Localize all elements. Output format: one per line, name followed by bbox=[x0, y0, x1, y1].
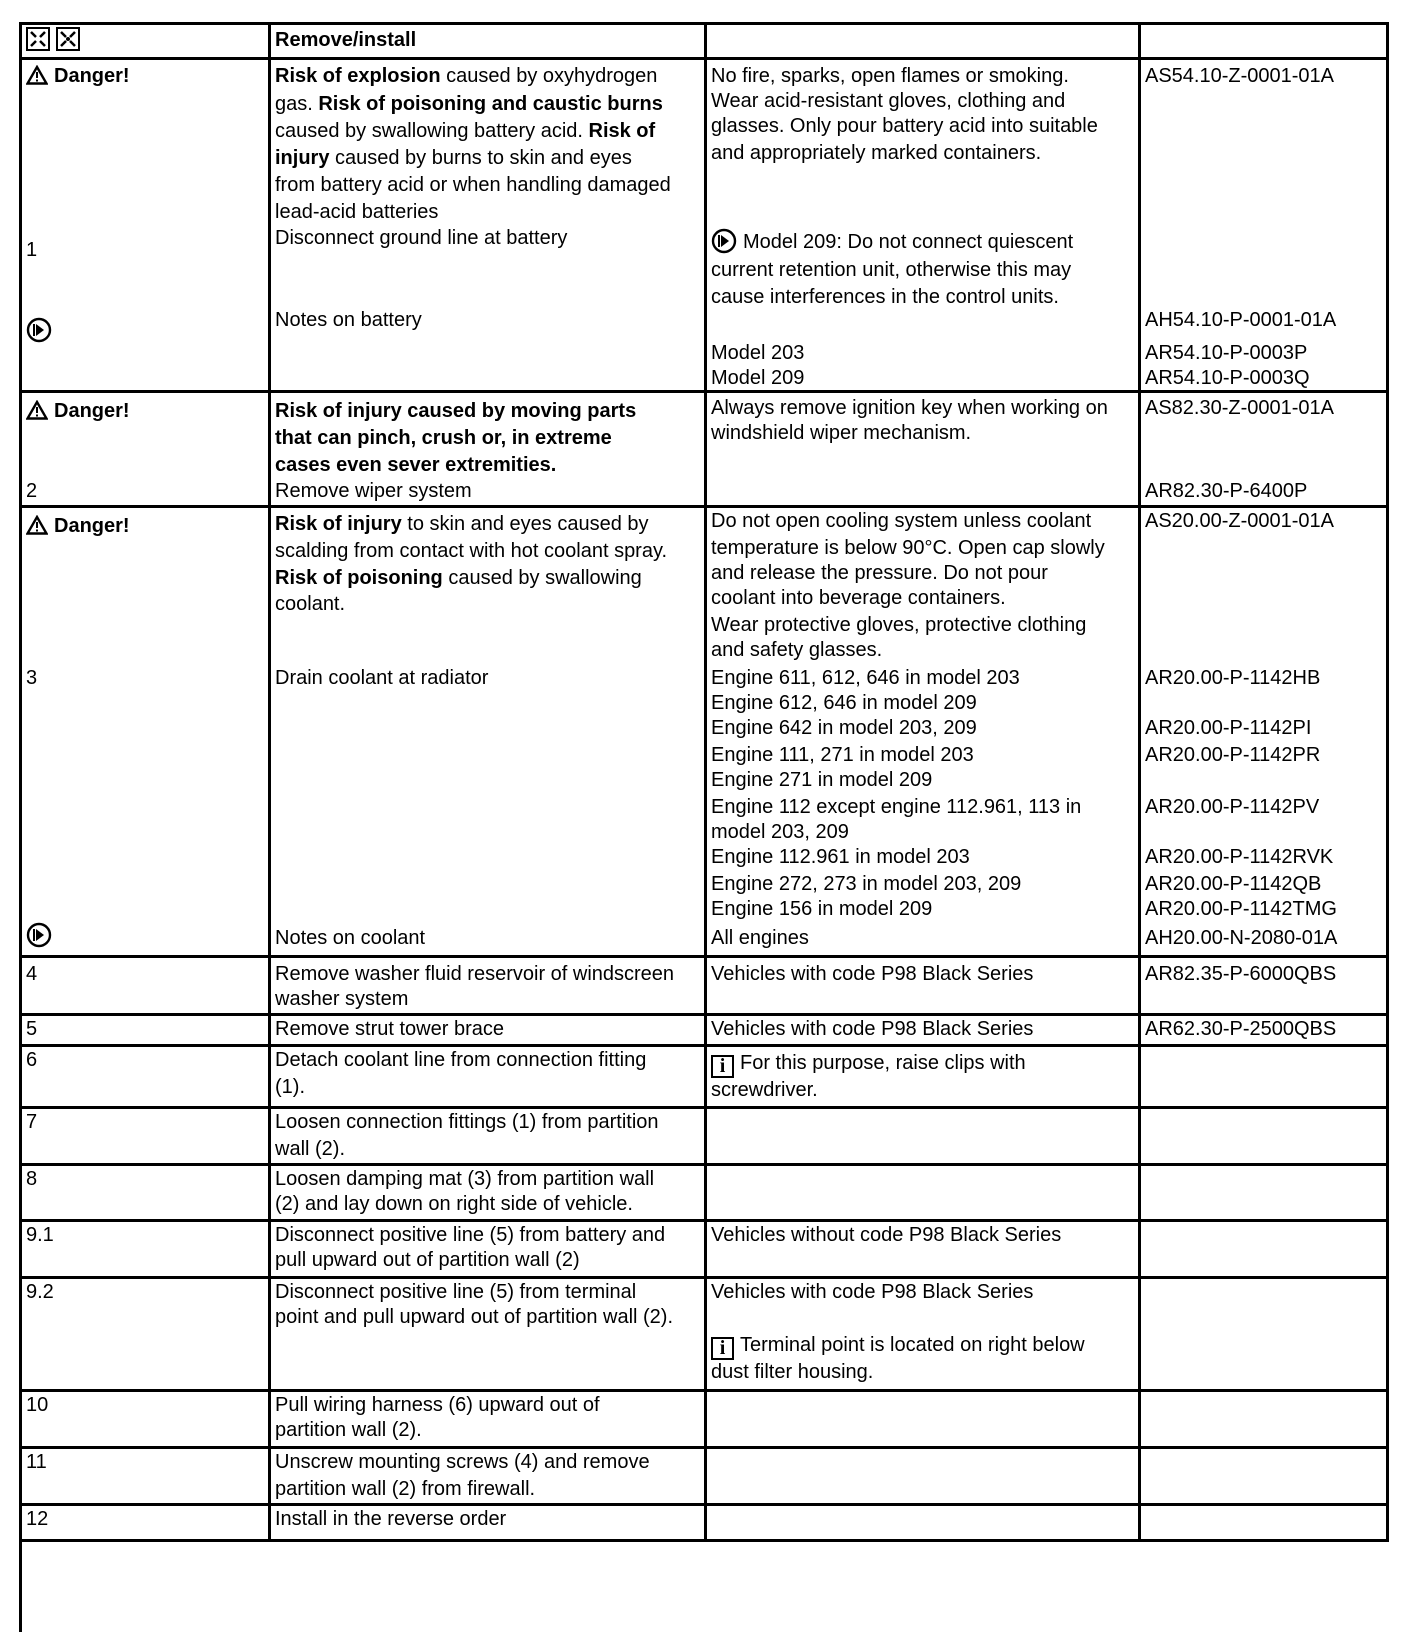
warning-triangle-icon bbox=[26, 400, 48, 420]
step-text: Disconnect ground line at battery bbox=[275, 227, 568, 249]
step-text: Detach coolant line from connection fitting bbox=[275, 1049, 647, 1071]
document-reference: AR20.00-P-1142PI bbox=[1145, 717, 1312, 739]
remove-icon bbox=[26, 27, 50, 51]
step-number: 12 bbox=[26, 1508, 49, 1530]
step-number: 9.1 bbox=[26, 1224, 54, 1246]
document-reference: AS20.00-Z-0001-01A bbox=[1145, 510, 1335, 532]
precaution-line: No fire, sparks, open flames or smoking. bbox=[711, 65, 1069, 87]
notes-label: Notes on coolant bbox=[275, 927, 426, 949]
step-row bbox=[22, 1222, 1389, 1279]
step-row bbox=[22, 1047, 1389, 1109]
step-number: 9.2 bbox=[26, 1281, 54, 1303]
risk-line: lead-acid batteries bbox=[275, 201, 439, 223]
step-row bbox=[22, 1506, 1389, 1542]
step-row bbox=[22, 958, 1389, 1016]
step-text: Remove washer fluid reservoir of windscreen bbox=[275, 963, 675, 985]
document-reference: AR20.00-P-1142QB bbox=[1145, 873, 1322, 895]
step-text: Pull wiring harness (6) upward out of bbox=[275, 1394, 600, 1416]
danger-label: Danger! bbox=[26, 63, 130, 90]
notes-marker bbox=[26, 922, 58, 950]
step-note-line: Model 209: Do not connect quiescent bbox=[711, 228, 1073, 256]
document-reference: AH54.10-P-0001-01A bbox=[1145, 309, 1337, 331]
step-text: partition wall (2). bbox=[275, 1419, 422, 1441]
step-text: Unscrew mounting screws (4) and remove bbox=[275, 1451, 650, 1473]
engine-line: Engine 112.961 in model 203 bbox=[711, 846, 970, 868]
notes-label: Notes on battery bbox=[275, 309, 422, 331]
step-text: Loosen damping mat (3) from partition wall bbox=[275, 1168, 655, 1190]
step-text: (2) and lay down on right side of vehicle. bbox=[275, 1193, 633, 1215]
header-icons-cell bbox=[22, 25, 271, 57]
precaution-line: coolant into beverage containers. bbox=[711, 587, 1006, 609]
step-number: 8 bbox=[26, 1168, 38, 1190]
precaution-line: glasses. Only pour battery acid into suitable bbox=[711, 115, 1098, 137]
document-reference: AR20.00-P-1142TMG bbox=[1145, 898, 1337, 920]
step-text: Disconnect positive line (5) from terminal bbox=[275, 1281, 637, 1303]
battery-section bbox=[22, 60, 1389, 393]
document-reference: AH20.00-N-2080-01A bbox=[1145, 927, 1338, 949]
engine-line: Engine 111, 271 in model 203 bbox=[711, 744, 974, 766]
precaution-line: Do not open cooling system unless coolant bbox=[711, 510, 1092, 532]
risk-line: Risk of explosion caused by oxyhydrogen bbox=[275, 65, 658, 87]
step-condition: Vehicles with code P98 Black Series bbox=[711, 1018, 1034, 1040]
step-row bbox=[22, 1109, 1389, 1166]
document-reference: AR20.00-P-1142PV bbox=[1145, 796, 1320, 818]
precaution-line: temperature is below 90°C. Open cap slowly bbox=[711, 537, 1105, 559]
engine-line: Engine 642 in model 203, 209 bbox=[711, 717, 977, 739]
document-reference: AR20.00-P-1142PR bbox=[1145, 744, 1321, 766]
info-line: dust filter housing. bbox=[711, 1361, 874, 1383]
warning-triangle-icon bbox=[26, 515, 48, 535]
precaution-line: Always remove ignition key when working on bbox=[711, 397, 1108, 419]
notes-scope: All engines bbox=[711, 927, 809, 949]
notes-marker bbox=[26, 317, 58, 345]
step-number: 4 bbox=[26, 963, 38, 985]
model-label: Model 209 bbox=[711, 367, 805, 389]
risk-line: from battery acid or when handling damaged bbox=[275, 174, 671, 196]
model-label: Model 203 bbox=[711, 342, 805, 364]
step-text: washer system bbox=[275, 988, 409, 1010]
risk-line: injury caused by burns to skin and eyes bbox=[275, 147, 632, 169]
step-number: 1 bbox=[26, 239, 38, 261]
document-reference: AR82.30-P-6400P bbox=[1145, 480, 1308, 502]
step-text: point and pull upward out of partition wall (2). bbox=[275, 1306, 674, 1328]
step-condition: Vehicles with code P98 Black Series bbox=[711, 963, 1034, 985]
note-arrow-icon bbox=[26, 317, 52, 343]
precaution-line: and safety glasses. bbox=[711, 639, 883, 661]
info-line: i Terminal point is located on right below bbox=[711, 1332, 1085, 1360]
warning-triangle-icon bbox=[26, 65, 48, 85]
risk-line: Risk of injury caused by moving parts bbox=[275, 400, 637, 422]
note-arrow-icon bbox=[711, 228, 737, 254]
precaution-line: Wear acid-resistant gloves, clothing and bbox=[711, 90, 1066, 112]
danger-label: Danger! bbox=[26, 398, 130, 425]
step-note-line: cause interferences in the control units. bbox=[711, 286, 1059, 308]
risk-line: Risk of injury to skin and eyes caused by bbox=[275, 513, 649, 535]
step-number: 6 bbox=[26, 1049, 38, 1071]
document-reference: AS54.10-Z-0001-01A bbox=[1145, 65, 1335, 87]
risk-line: cases even sever extremities. bbox=[275, 454, 557, 476]
risk-line: coolant. bbox=[275, 593, 346, 615]
risk-line: caused by swallowing battery acid. Risk of bbox=[275, 120, 656, 142]
header-row bbox=[22, 25, 1389, 60]
header-title: Remove/install bbox=[275, 29, 417, 51]
coolant-section bbox=[22, 508, 1389, 958]
document-reference: AR20.00-P-1142HB bbox=[1145, 667, 1321, 689]
step-number: 5 bbox=[26, 1018, 38, 1040]
step-number: 2 bbox=[26, 480, 38, 502]
risk-line: Risk of poisoning caused by swallowing bbox=[275, 567, 642, 589]
header-title-cell bbox=[271, 25, 707, 57]
engine-line: Engine 611, 612, 646 in model 203 bbox=[711, 667, 1020, 689]
precaution-line: Wear protective gloves, protective clothing bbox=[711, 614, 1087, 636]
risk-line: scalding from contact with hot coolant spray. bbox=[275, 540, 668, 562]
engine-line: Engine 156 in model 209 bbox=[711, 898, 933, 920]
step-text: pull upward out of partition wall (2) bbox=[275, 1249, 580, 1271]
step-condition: Vehicles without code P98 Black Series bbox=[711, 1224, 1062, 1246]
step-number: 3 bbox=[26, 667, 38, 689]
step-row bbox=[22, 1449, 1389, 1506]
info-line: screwdriver. bbox=[711, 1079, 818, 1101]
step-text: Install in the reverse order bbox=[275, 1508, 507, 1530]
document-reference: AR20.00-P-1142RVK bbox=[1145, 846, 1334, 868]
step-number: 11 bbox=[26, 1451, 47, 1473]
risk-line: gas. Risk of poisoning and caustic burns bbox=[275, 93, 663, 115]
step-row bbox=[22, 1166, 1389, 1222]
engine-line: Engine 112 except engine 112.961, 113 in bbox=[711, 796, 1082, 818]
info-icon: i bbox=[711, 1337, 734, 1360]
step-number: 10 bbox=[26, 1394, 49, 1416]
wiper-section bbox=[22, 393, 1389, 508]
document-reference: AR54.10-P-0003Q bbox=[1145, 367, 1310, 389]
install-icon bbox=[56, 27, 80, 51]
risk-line: that can pinch, crush or, in extreme bbox=[275, 427, 612, 449]
step-text: Remove strut tower brace bbox=[275, 1018, 504, 1040]
header-empty-cell bbox=[707, 25, 1141, 57]
document-reference: AS82.30-Z-0001-01A bbox=[1145, 397, 1335, 419]
step-text: Drain coolant at radiator bbox=[275, 667, 489, 689]
precaution-line: and appropriately marked containers. bbox=[711, 142, 1042, 164]
step-condition: Vehicles with code P98 Black Series bbox=[711, 1281, 1034, 1303]
note-arrow-icon bbox=[26, 922, 52, 948]
step-row bbox=[22, 1392, 1389, 1449]
repair-instructions-table bbox=[19, 22, 1389, 1632]
info-icon: i bbox=[711, 1055, 734, 1078]
step-row bbox=[22, 1279, 1389, 1392]
document-reference: AR82.35-P-6000QBS bbox=[1145, 963, 1337, 985]
engine-line: Engine 272, 273 in model 203, 209 bbox=[711, 873, 1022, 895]
document-reference: AR54.10-P-0003P bbox=[1145, 342, 1308, 364]
step-row bbox=[22, 1016, 1389, 1047]
precaution-line: and release the pressure. Do not pour bbox=[711, 562, 1048, 584]
step-text: partition wall (2) from firewall. bbox=[275, 1478, 536, 1500]
precaution-line: windshield wiper mechanism. bbox=[711, 422, 972, 444]
engine-line: Engine 612, 646 in model 209 bbox=[711, 692, 977, 714]
engine-line: model 203, 209 bbox=[711, 821, 849, 843]
step-text: Loosen connection fittings (1) from partition bbox=[275, 1111, 659, 1133]
step-text: Remove wiper system bbox=[275, 480, 472, 502]
info-line: i For this purpose, raise clips with bbox=[711, 1050, 1026, 1078]
step-text: (1). bbox=[275, 1076, 305, 1098]
document-reference: AR62.30-P-2500QBS bbox=[1145, 1018, 1337, 1040]
step-text: Disconnect positive line (5) from battery and bbox=[275, 1224, 666, 1246]
step-note-line: current retention unit, otherwise this may bbox=[711, 259, 1072, 281]
danger-label: Danger! bbox=[26, 513, 130, 540]
engine-line: Engine 271 in model 209 bbox=[711, 769, 933, 791]
step-number: 7 bbox=[26, 1111, 38, 1133]
step-text: wall (2). bbox=[275, 1138, 346, 1160]
header-ref-cell bbox=[1141, 25, 1389, 57]
